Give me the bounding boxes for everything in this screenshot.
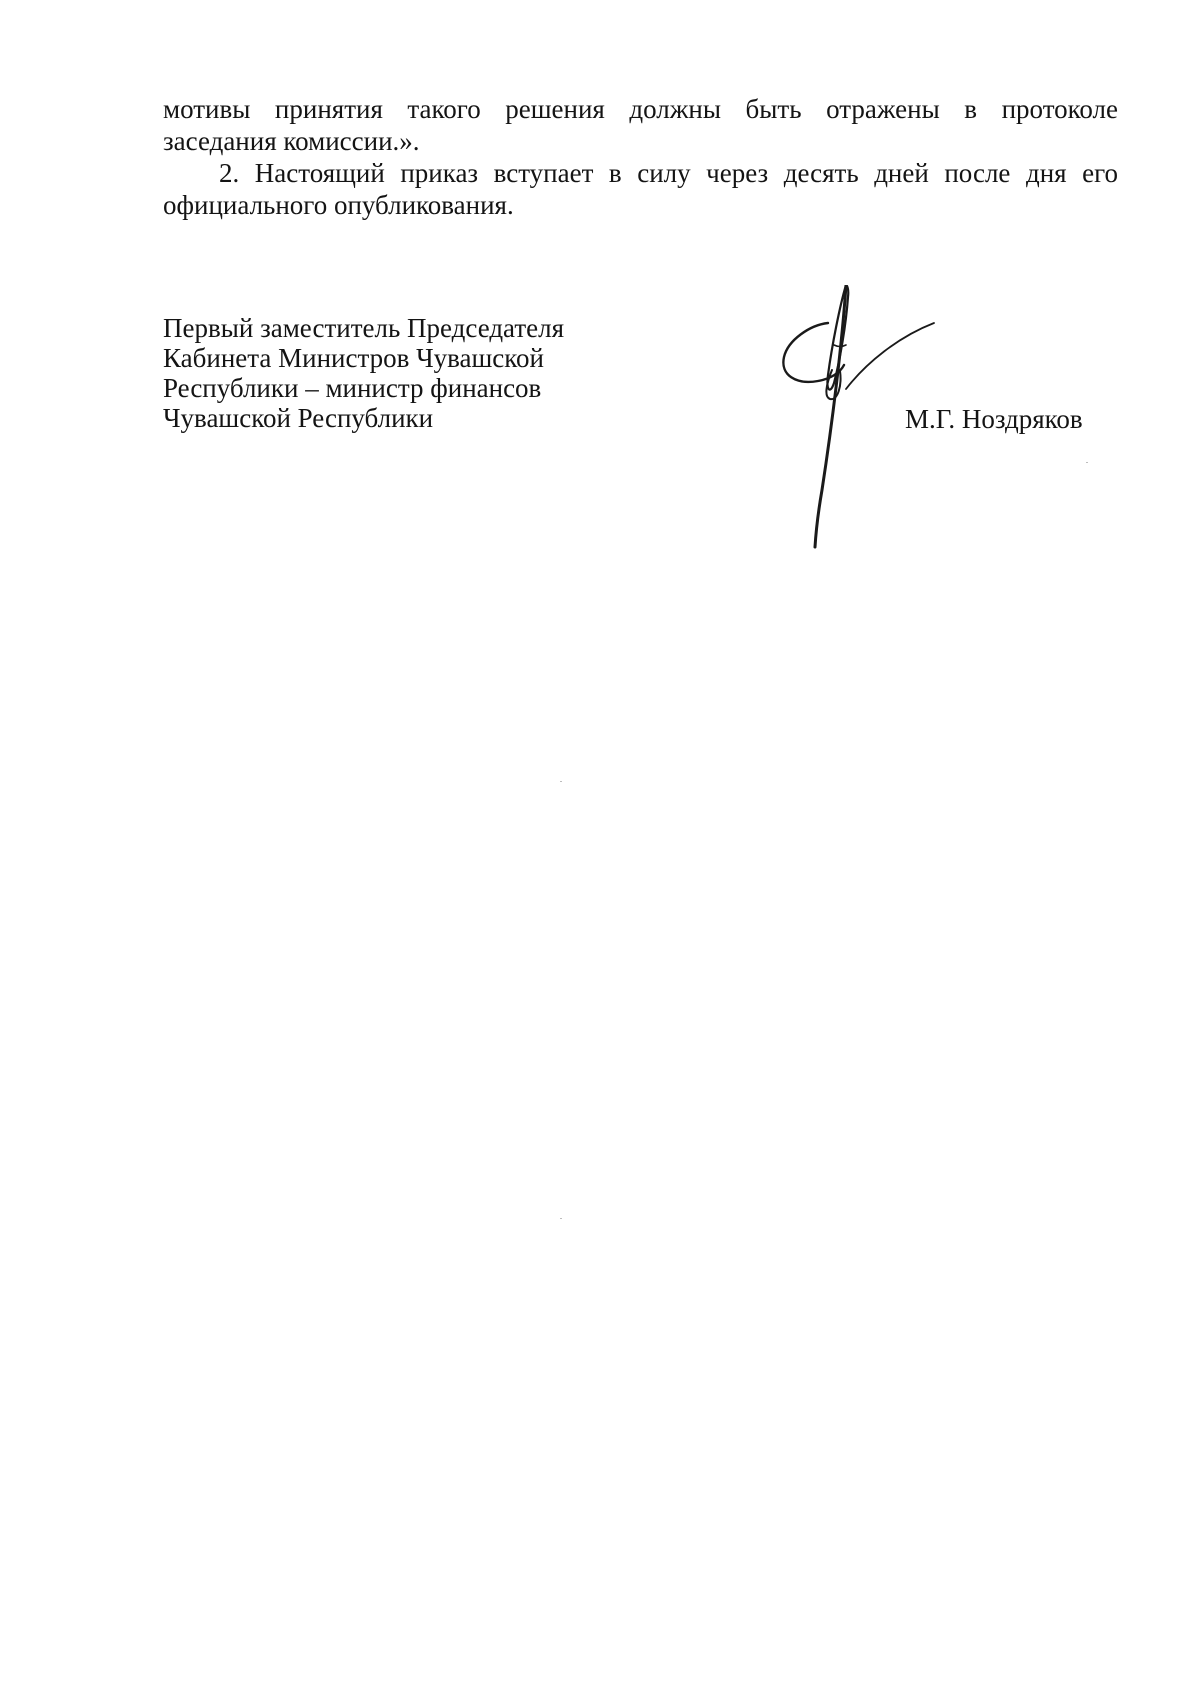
document-body <box>163 93 1118 221</box>
paragraph-1-line-2: заседания комиссии.». <box>163 126 420 156</box>
signer-position-line-4: Чувашской Республики <box>163 403 434 433</box>
signer-position-line-1: Первый заместитель Председателя <box>163 313 565 343</box>
paragraph-1-line-1: мотивы принятия такого решения должны быть отражены в протоколе <box>163 94 1118 124</box>
signer-position-line-3: Республики – министр финансов <box>163 373 542 403</box>
signer-position-line-2: Кабинета Министров Чувашской <box>163 343 544 373</box>
signer-name: М.Г. Ноздряков <box>905 404 1083 434</box>
signer-position <box>163 313 643 433</box>
paragraph-2-line-1: 2. Настоящий приказ вступает в силу через десять дней после дня его <box>219 158 1118 188</box>
paragraph-2-line-2: официального опубликования. <box>163 190 514 220</box>
scan-speck <box>560 781 562 782</box>
scan-speck <box>1086 462 1088 463</box>
scan-speck <box>560 1218 562 1219</box>
